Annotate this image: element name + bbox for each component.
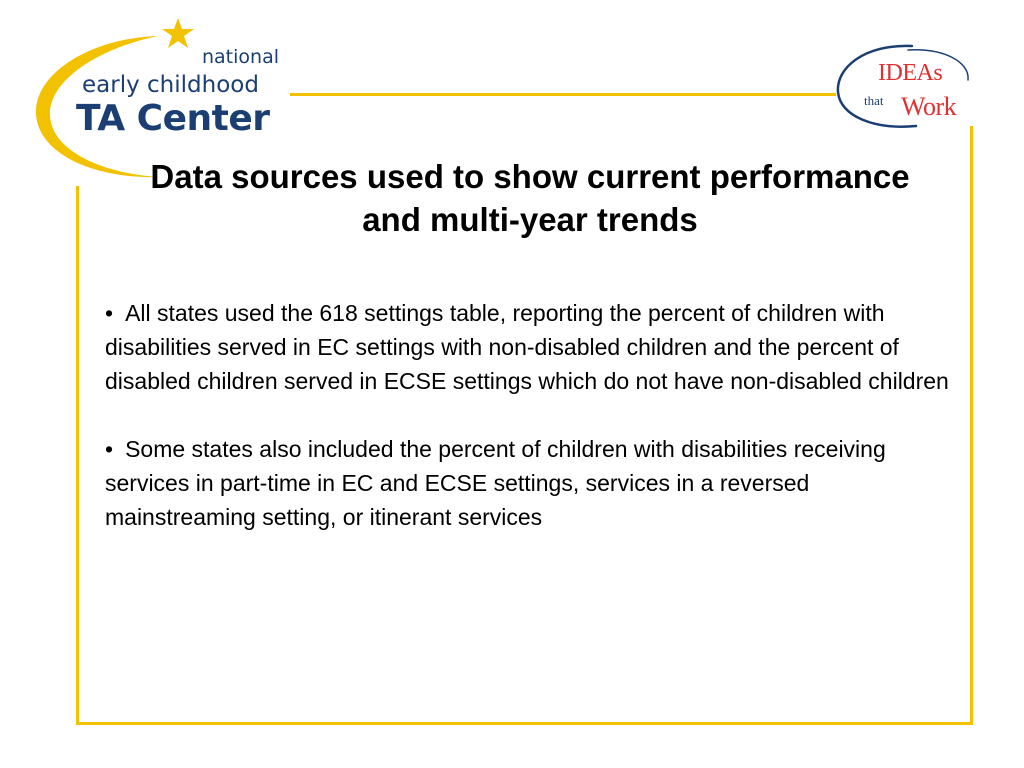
frame-left-border	[76, 186, 79, 725]
frame-right-border	[970, 126, 973, 724]
slide-title: Data sources used to show current performance and multi-year trends	[150, 158, 910, 238]
bullet-marker: •	[105, 436, 114, 462]
bullet-item	[105, 296, 955, 398]
ideas-that-work-logo	[834, 40, 979, 135]
bullet-item	[105, 432, 955, 534]
bullet-list	[105, 296, 955, 534]
frame-top-border	[290, 93, 836, 96]
bullet-text: Some states also included the percent of children with disabilities receiving services in part-time in EC and ECSE settings, services in a reversed mainstreaming setting, or itinerant services	[105, 436, 886, 530]
logo-ideas-text: IDEAs	[878, 60, 943, 86]
logo-line-national: national	[202, 46, 280, 68]
logo-line-early-childhood: early childhood	[82, 72, 259, 98]
logo-line-ta-center: TA Center	[76, 98, 270, 139]
bullet-text: All states used the 618 settings table, reporting the percent of children with disabilities served in EC settings with non-disabled children and the percent of disabled children served in ECSE settings which do not have non-disabled children	[105, 300, 949, 394]
bullet-marker: •	[105, 300, 114, 326]
logo-work-text: Work	[901, 92, 957, 121]
frame-bottom-border	[76, 722, 973, 725]
logo-that-text: that	[864, 93, 884, 108]
